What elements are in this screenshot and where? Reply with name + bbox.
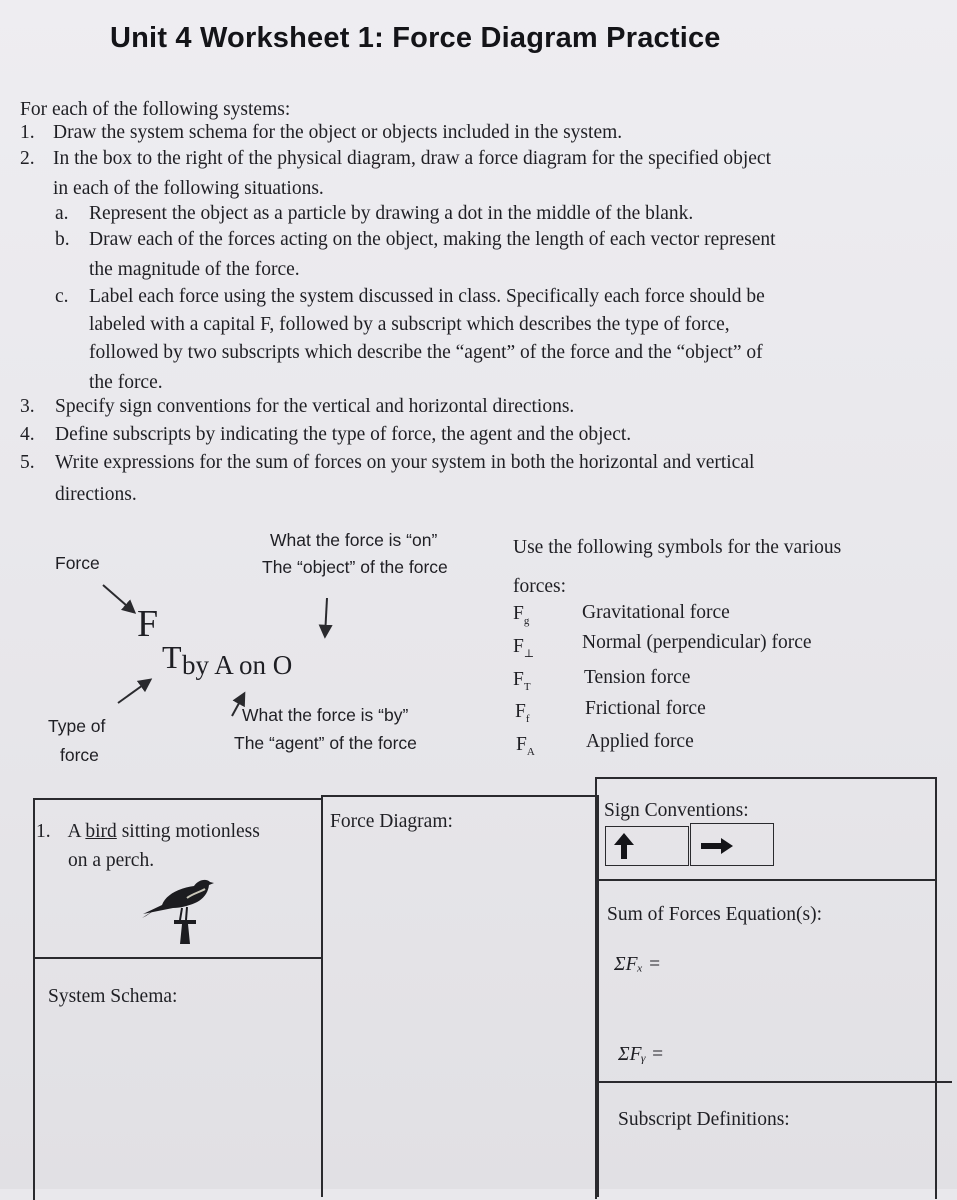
symbol-base: F (513, 636, 524, 657)
symbol-sub: ⊥ (523, 647, 535, 660)
step-text: Draw the system schema for the object or objects included in the system. (53, 122, 623, 143)
symbol-row (515, 699, 530, 732)
step-text: Write expressions for the sum of forces on your system in both the horizontal and vertical (55, 452, 755, 473)
symbol-row (513, 634, 534, 667)
up-arrow-icon (612, 831, 636, 861)
symbol-base: F (515, 701, 526, 722)
step-text: In the box to the right of the physical diagram, draw a force diagram for the specified object (53, 148, 771, 169)
symbol-row (516, 732, 535, 765)
force-diagram-box[interactable] (321, 795, 599, 1197)
substep-letter: a. (55, 203, 69, 224)
sign-conventions-label: Sign Conventions: (604, 800, 749, 821)
symbol-name: Tension force (584, 667, 691, 688)
intro-text: For each of the following systems: (20, 99, 291, 120)
substep-letter: b. (55, 229, 70, 250)
symbol-name: Frictional force (585, 698, 706, 719)
step-text-cont: in each of the following situations. (53, 178, 324, 199)
symbol-base: F (513, 669, 524, 690)
label-on-line2: The “object” of the force (262, 557, 448, 577)
step-text: Define subscripts by indicating the type of force, the agent and the object. (55, 424, 632, 445)
step-number: 1. (20, 122, 35, 143)
step-text-cont: directions. (55, 484, 137, 505)
substep-line: labeled with a capital F, followed by a subscript which describes the type of force, (89, 314, 730, 335)
symbol-sub: T (523, 680, 531, 693)
subscript-definitions-label: Subscript Definitions: (618, 1109, 790, 1130)
step-text: Specify sign conventions for the vertical and horizontal directions. (55, 396, 575, 417)
symbol-sub: f (525, 712, 530, 725)
step-number: 3. (20, 396, 35, 417)
symbol-base: F (516, 734, 527, 755)
problem-statement-line2: on a perch. (68, 850, 155, 871)
symbol-name: Gravitational force (582, 602, 730, 623)
sum-fy-equation[interactable]: ΣFᵧ = (618, 1044, 665, 1065)
symbol-row (513, 667, 531, 700)
symbol-row (513, 601, 529, 634)
substep-line: followed by two subscripts which describe the “agent” of the force and the “object” of (89, 342, 763, 363)
symbols-intro-2: forces: (513, 576, 567, 597)
symbol-by-a-on-o: by A on O (182, 650, 293, 680)
label-by-line1: What the force is “by” (242, 705, 409, 725)
symbols-intro-1: Use the following symbols for the various (513, 537, 842, 558)
substep-line: the force. (89, 372, 163, 393)
label-type-line2: force (60, 745, 99, 765)
step-number: 4. (20, 424, 35, 445)
substep-line: Represent the object as a particle by drawing a dot in the middle of the blank. (89, 203, 694, 224)
symbol-name: Normal (perpendicular) force (582, 632, 812, 653)
sign-divider (597, 879, 935, 881)
label-type-line1: Type of (48, 716, 106, 736)
problem-text: sitting motionless (121, 821, 260, 842)
sum-divider (597, 1081, 952, 1083)
symbol-base: F (513, 603, 524, 624)
substep-letter: c. (55, 286, 69, 307)
horizontal-sign-box[interactable] (690, 823, 774, 866)
problem-text: A (67, 821, 81, 842)
force-arrow (103, 585, 134, 612)
type-arrow (118, 680, 150, 703)
sum-of-forces-label: Sum of Forces Equation(s): (607, 904, 823, 925)
bird-icon (140, 872, 215, 947)
symbol-T-subscript: T (162, 639, 182, 675)
label-force: Force (55, 553, 100, 573)
system-schema-label: System Schema: (48, 986, 178, 1007)
step-number: 2. (20, 148, 35, 169)
problem-number: 1. (36, 821, 51, 842)
page-title: Unit 4 Worksheet 1: Force Diagram Practice (110, 22, 721, 54)
label-by-line2: The “agent” of the force (234, 733, 417, 753)
problem-object: bird (85, 821, 117, 842)
schema-divider (35, 957, 321, 959)
symbol-name: Applied force (586, 731, 694, 752)
sum-fx-equation[interactable]: ΣFₓ = (614, 954, 662, 975)
on-arrow (325, 598, 327, 636)
problem-statement (36, 819, 260, 845)
symbol-F: F (137, 603, 159, 645)
vertical-sign-box[interactable] (605, 826, 689, 866)
right-arrow-icon (699, 836, 735, 856)
substep-line: Draw each of the forces acting on the object, making the length of each vector represent (89, 229, 776, 250)
force-diagram-label: Force Diagram: (330, 811, 453, 832)
symbol-sub: g (523, 614, 530, 627)
step-number: 5. (20, 452, 35, 473)
label-on-line1: What the force is “on” (270, 530, 438, 550)
substep-line: the magnitude of the force. (89, 259, 300, 280)
symbol-sub: A (526, 745, 535, 758)
substep-line: Label each force using the system discussed in class. Specifically each force should be (89, 286, 765, 307)
